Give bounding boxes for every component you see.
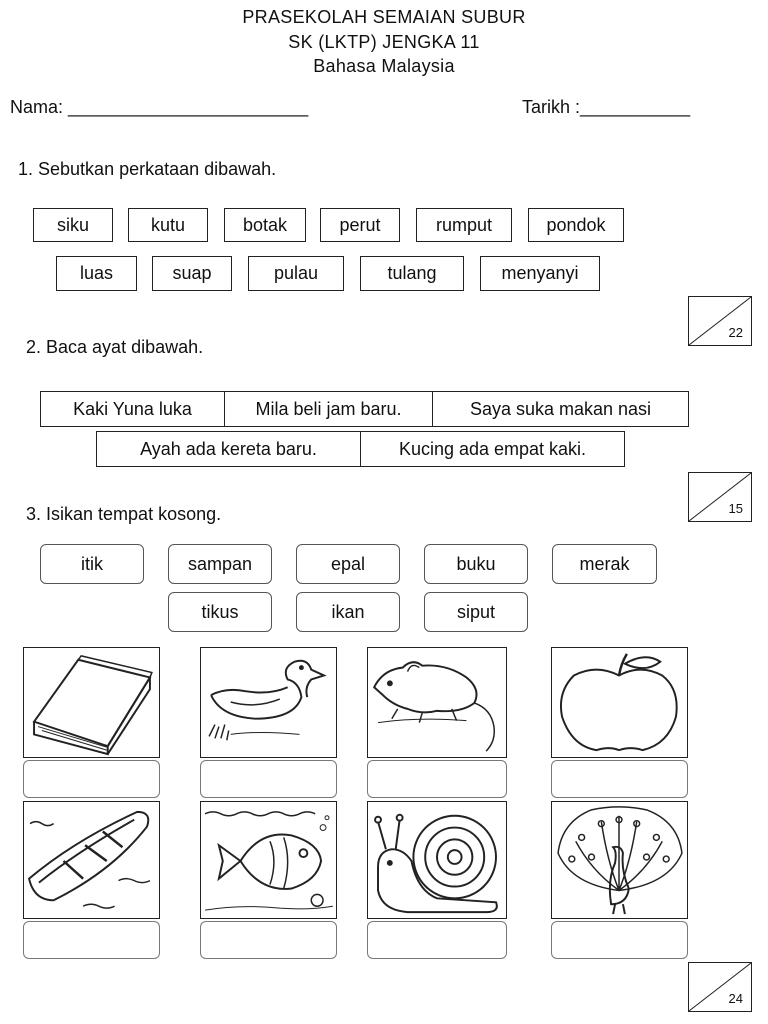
sentence-cell: Kaki Yuna luka bbox=[40, 391, 225, 427]
subject-title: Bahasa Malaysia bbox=[313, 56, 455, 76]
word-box: perut bbox=[320, 208, 400, 242]
score-total: 22 bbox=[728, 325, 743, 340]
answer-option: epal bbox=[296, 544, 400, 584]
apple-icon bbox=[551, 647, 688, 758]
word-box: tulang bbox=[360, 256, 464, 291]
duck-icon bbox=[200, 647, 337, 758]
sentence-cell: Saya suka makan nasi bbox=[432, 391, 689, 427]
answer-option: tikus bbox=[168, 592, 272, 632]
word-box: pulau bbox=[248, 256, 344, 291]
answer-blank[interactable] bbox=[367, 921, 507, 959]
answer-blank[interactable] bbox=[23, 760, 160, 798]
answer-blank[interactable] bbox=[551, 921, 688, 959]
name-field[interactable]: Nama: ________________________ bbox=[10, 97, 309, 117]
score-box bbox=[688, 296, 752, 346]
sentence-cell: Mila beli jam baru. bbox=[224, 391, 433, 427]
score-box bbox=[688, 472, 752, 522]
sentence-cell: Kucing ada empat kaki. bbox=[360, 431, 625, 467]
word-box: suap bbox=[152, 256, 232, 291]
answer-blank[interactable] bbox=[200, 921, 337, 959]
answer-option: buku bbox=[424, 544, 528, 584]
book-icon bbox=[23, 647, 160, 758]
school-subtitle: SK (LKTP) JENGKA 11 bbox=[288, 32, 480, 52]
answer-option: ikan bbox=[296, 592, 400, 632]
answer-option: merak bbox=[552, 544, 657, 584]
snail-icon bbox=[367, 801, 507, 919]
answer-blank[interactable] bbox=[551, 760, 688, 798]
school-title: PRASEKOLAH SEMAIAN SUBUR bbox=[242, 7, 526, 27]
section3-title: 3. Isikan tempat kosong. bbox=[26, 504, 222, 524]
answer-blank[interactable] bbox=[367, 760, 507, 798]
word-box: siku bbox=[33, 208, 113, 242]
answer-option: sampan bbox=[168, 544, 272, 584]
peacock-icon bbox=[551, 801, 688, 919]
answer-option: itik bbox=[40, 544, 144, 584]
word-box: pondok bbox=[528, 208, 624, 242]
word-box: kutu bbox=[128, 208, 208, 242]
answer-option: siput bbox=[424, 592, 528, 632]
section1-title: 1. Sebutkan perkataan dibawah. bbox=[18, 159, 277, 179]
boat-icon bbox=[23, 801, 160, 919]
score-total: 24 bbox=[728, 991, 743, 1006]
word-box: luas bbox=[56, 256, 137, 291]
sentence-row bbox=[96, 431, 625, 467]
score-box bbox=[688, 962, 752, 1012]
word-box: rumput bbox=[416, 208, 512, 242]
fish-icon bbox=[200, 801, 337, 919]
word-box: botak bbox=[224, 208, 306, 242]
score-total: 15 bbox=[728, 501, 743, 516]
sentence-cell: Ayah ada kereta baru. bbox=[96, 431, 361, 467]
mouse-icon bbox=[367, 647, 507, 758]
date-field[interactable]: Tarikh :___________ bbox=[522, 97, 691, 117]
answer-blank[interactable] bbox=[200, 760, 337, 798]
answer-blank[interactable] bbox=[23, 921, 160, 959]
section2-title: 2. Baca ayat dibawah. bbox=[26, 337, 204, 357]
sentence-row bbox=[40, 391, 689, 427]
word-box: menyanyi bbox=[480, 256, 600, 291]
